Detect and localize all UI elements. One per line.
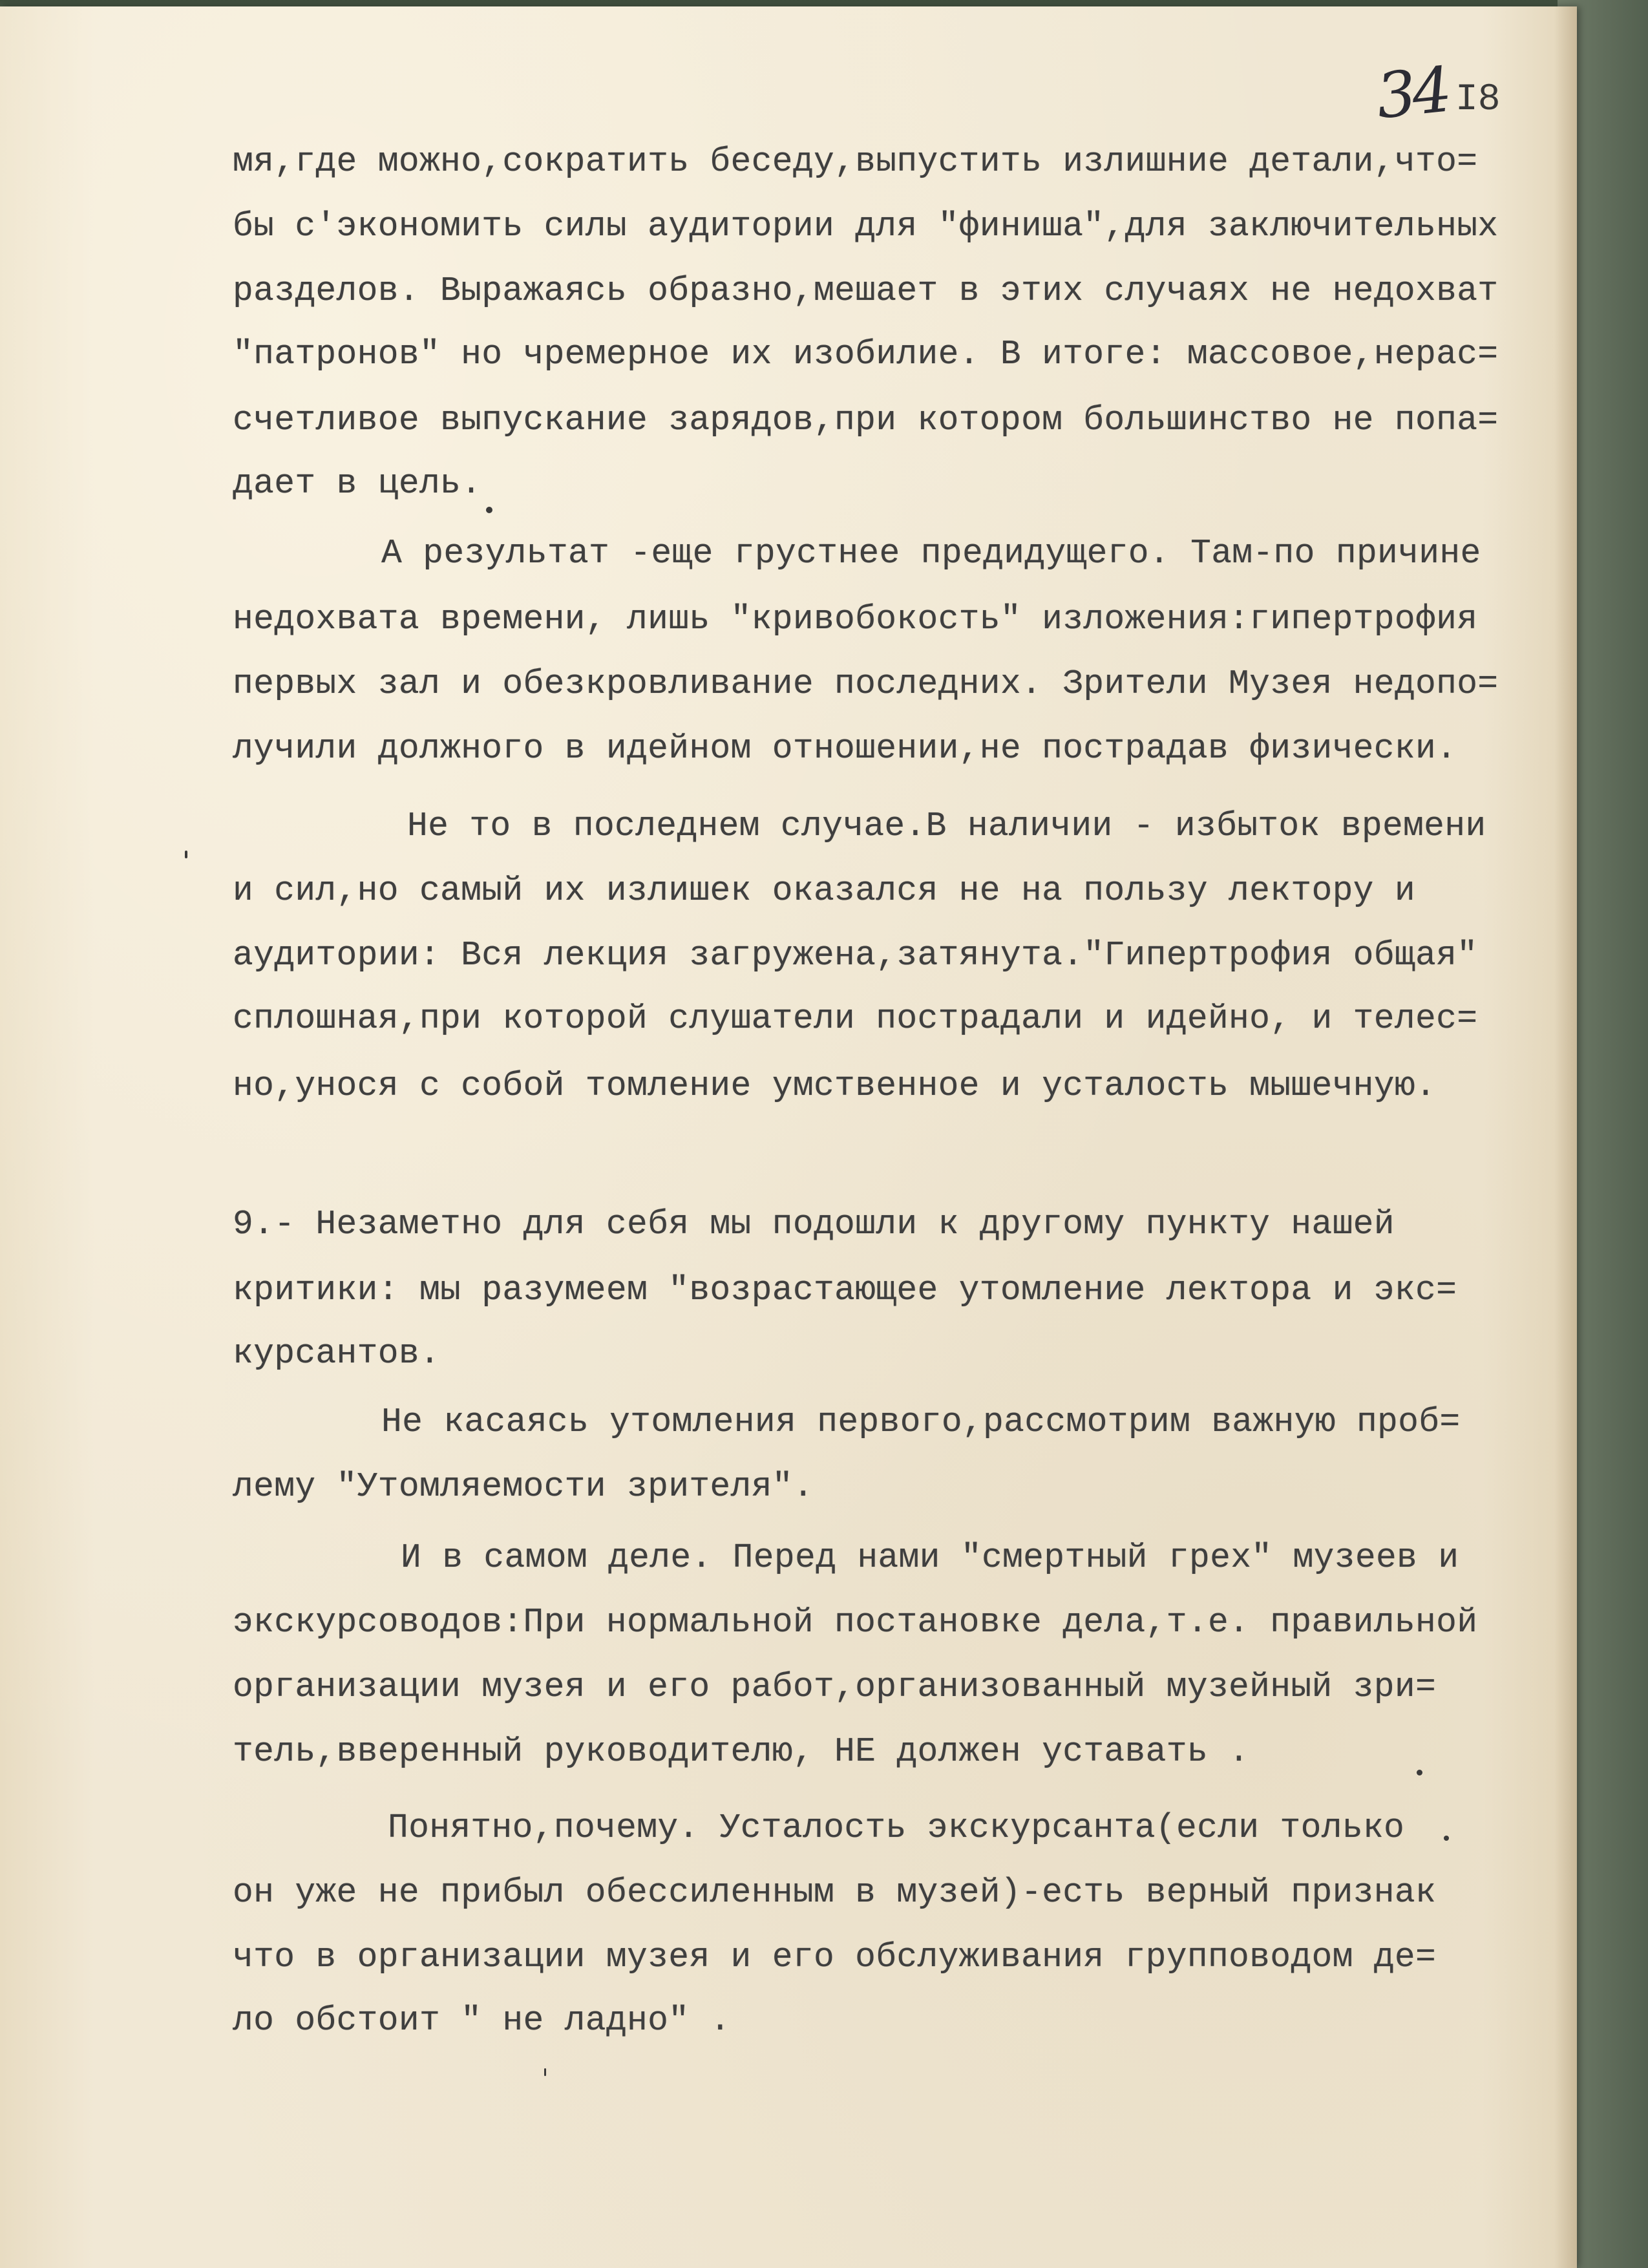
text-line: Не то в последнем случае.В наличии - избыток времени — [407, 807, 1486, 845]
text-line: первых зал и обезкровливание последних. Зрители Музея недопо= — [233, 664, 1499, 703]
ink-speck — [486, 507, 492, 513]
text-line: дает в цель. — [233, 464, 482, 503]
text-line: что в организации музея и его обслуживания групповодом де= — [233, 1938, 1437, 1977]
text-line: лучили должного в идейном отношении,не пострадав физически. — [233, 729, 1457, 768]
text-line: ло обстоит " не ладно" . — [233, 2001, 731, 2040]
ink-speck — [1417, 1770, 1422, 1775]
text-line: Не касаясь утомления первого,рассмотрим важную проб= — [381, 1403, 1461, 1441]
page-number: I8 — [1455, 79, 1501, 121]
text-line: он уже не прибыл обессиленным в музей)-есть верный признак — [233, 1873, 1437, 1912]
ink-speck — [1444, 1836, 1449, 1841]
text-line: и сил,но самый их излишек оказался не на пользу лектору и — [233, 871, 1415, 910]
text-line: "патронов" но чремерное их изобилие. В итоге: массовое,нерас= — [233, 335, 1499, 374]
text-line: недохвата времени, лишь "кривобокость" изложения:гипертрофия — [233, 600, 1478, 639]
page-edge-shadow — [1554, 6, 1577, 2268]
text-line: мя,где можно,сократить беседу,выпустить излишние детали,что= — [233, 142, 1478, 181]
archive-folio-number: 34 — [1373, 53, 1452, 133]
text-line: лему "Утомляемости зрителя". — [233, 1467, 814, 1506]
text-line: разделов. Выражаясь образно,мешает в этих случаях не недохват — [233, 271, 1499, 310]
text-line: экскурсоводов:При нормальной постановке дела,т.е. правильной — [233, 1603, 1478, 1642]
text-line: 9.- Незаметно для себя мы подошли к другому пункту нашей — [233, 1205, 1395, 1244]
text-line: счетливое выпускание зарядов,при котором большинство не попа= — [233, 401, 1499, 440]
text-line: Понятно,почему. Усталость экскурсанта(если только — [388, 1808, 1405, 1847]
text-line: критики: мы разумеем "возрастающее утомление лектора и экс= — [233, 1271, 1457, 1309]
text-line: тель,вверенный руководителю, НЕ должен уставать . — [233, 1732, 1250, 1771]
text-line: организации музея и его работ,организованный музейный зри= — [233, 1668, 1437, 1706]
text-line: но,унося с собой томление умственное и усталость мышечную. — [233, 1066, 1437, 1105]
text-line: сплошная,при которой слушатели пострадали и идейно, и телес= — [233, 999, 1478, 1038]
ink-speck — [544, 2068, 546, 2076]
text-line: И в самом деле. Перед нами "смертный грех" музеев и — [401, 1538, 1459, 1577]
text-line: бы с'экономить силы аудитории для "финиша",для заключительных — [233, 207, 1499, 246]
text-line: курсантов. — [233, 1334, 441, 1373]
text-line: А результат -еще грустнее предидущего. Там-по причине — [381, 534, 1481, 573]
text-line: аудитории: Вся лекция загружена,затянута."Гипертрофия общая" — [233, 936, 1478, 975]
ink-speck — [185, 851, 187, 858]
